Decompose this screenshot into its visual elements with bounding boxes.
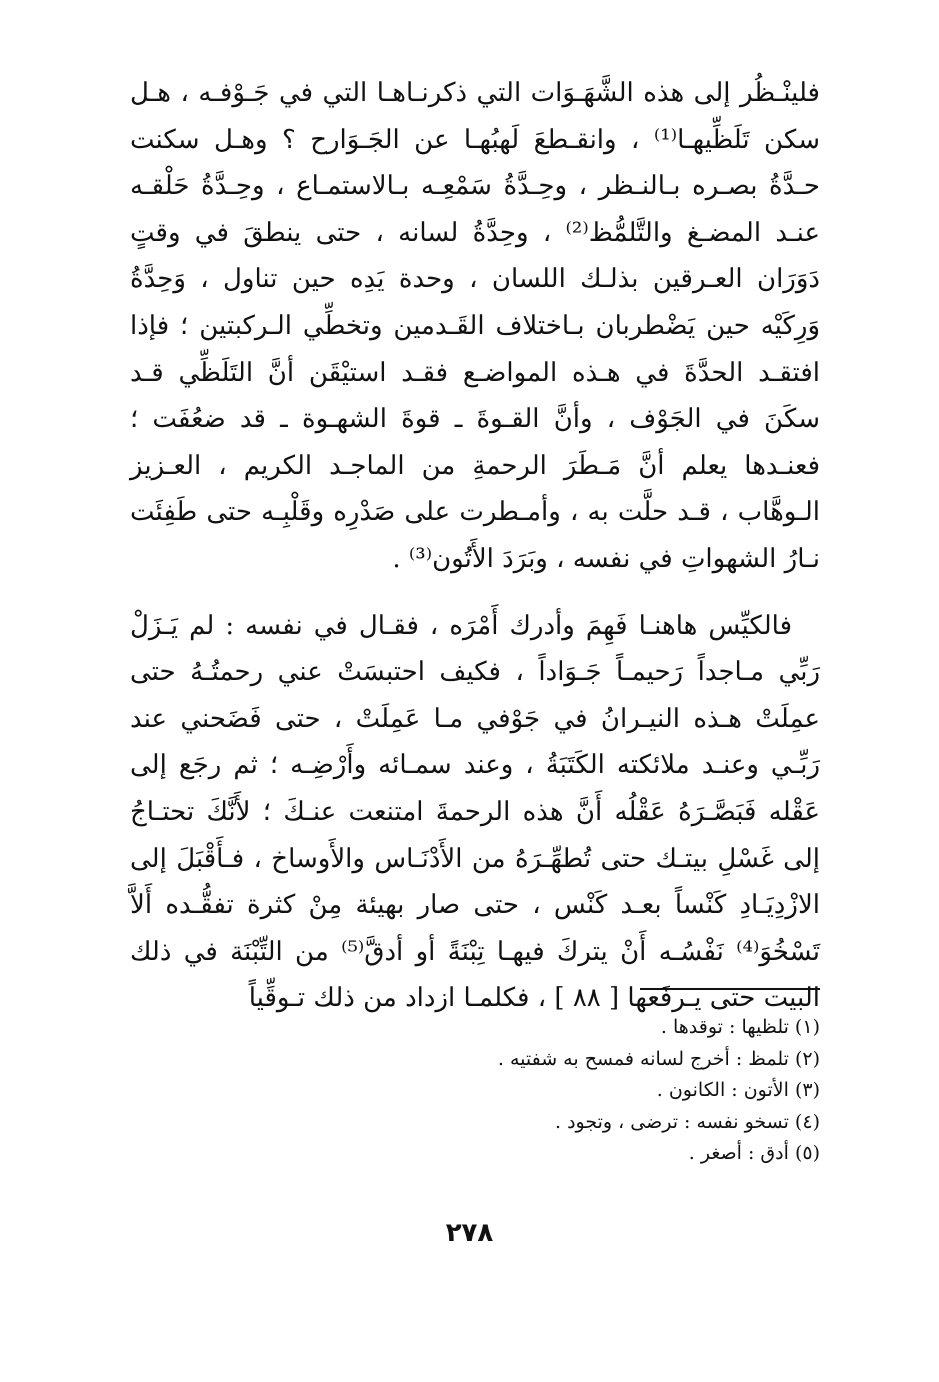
footnote-separator: [640, 988, 820, 990]
footnotes: [120, 1012, 820, 1170]
footnote: (١) تلظيها : توقدها .: [660, 1016, 820, 1038]
footnote: (٣) الأتون : الكانون .: [656, 1079, 820, 1101]
paragraph: فالكيِّس هاهنـا فَهِمَ وأدرك أَمْرَه ، فقـال في نفسه : لم يَـزَلْ رَبِّي مـاجداً رَحيمـاً جَـوَاداً ، فكيف احتبسَتْ عني رحمتُـهُ حتى عمِلَتْ هـذه النيـرانُ في جَوْفي مـا عَمِلَتْ ، حتى فَضَحني عند رَبِّـي وعنـد ملائكته الكَتَبَةُ ، وعند سمـائه وأَرْضِـه ؛ ثم رجَع إلى عَقْله فَبَصَّـرَهُ عَقْلُه أَنَّ هذه الرحمةَ امتنعت عنـكَ ؛ لأَنَّكَ تحتـاجُ إلى غَسْلِ بيتـك حتى تُطهِّـرَهُ من الأَدْنَـاس والأَوساخ ، فـأَقْبَلَ إلى الازْدِيَـادِ كَنْساً بعـد كَنْس ، حتى صار بهيئة مِنْ كثرة تفقُّـده أَلاَّ تَسْخُوَ⁽⁴⁾ نَفْسُـه أَنْ يتركَ فيهـا تِبْنَةً أو أدقَّ⁽⁵⁾ من التِّبْنَة في ذلك البيت حتى يـرفَعها [ ٨٨ ] ، فكلمـا ازداد من ذلك تـوقِّياً: [130, 610, 821, 1014]
footnote: (٥) أدق : أصغر .: [688, 1142, 820, 1164]
footnote: (٢) تلمظ : أخرج لسانه فمسح به شفتيه .: [497, 1047, 820, 1070]
paragraph: فلينْـظُر إلى هذه الشَّهَـوَات التي ذكرنـاهـا التي في جَـوْفـه ، هـل سكن تَلَظِّيهـا⁽¹⁾ ، وانقـطعَ لَهبُهـا عن الجَـوَارح ؟ وهـل سكنت حـدَّةُ بصـره بـالنـظر ، وحِـدَّةُ سَمْعِـه بـالاستمـاع ، وحِـدَّةُ حَلْقـه عنـد المضـغ والتَّلمُّظ⁽²⁾ ، وحِدَّةُ لسانه ، حتى ينطقَ في وقتٍ دَوَرَان العـرقين بذلـك اللسان ، وحدة يَدِه حين تناول ، وَحِدَّةُ وَرِكَيْه حين يَضْطربان بـاختلاف القَـدمين وتخطِّي الـركبتين ؛ فإذا افتقـد الحدَّةَ في هـذه المواضـع فقـد استيْقَن أنَّ التَلَظِّي قـد سكَنَ في الجَوْف ، وأنَّ القـوةَ ـ قوةَ الشهـوة ـ قد ضعُفَت ؛ فعنـدها يعلم أنَّ مَـطَرَ الرحمةِ من الماجـد الكريم ، العـزيز الـوهَّاب ، قـد حلَّت به ، وأمـطرت على صَدْرِه وقَلْبِـه حتى طَفِئَت نـارُ الشهواتِ في نفسه ، وبَرَدَ الأَتُون⁽³⁾ .: [130, 78, 820, 574]
footnote: (٤) تسخو نفسه : ترضى ، وتجود .: [554, 1110, 820, 1133]
main-text: [130, 70, 820, 1022]
page-number: ٢٧٨: [445, 1218, 494, 1248]
